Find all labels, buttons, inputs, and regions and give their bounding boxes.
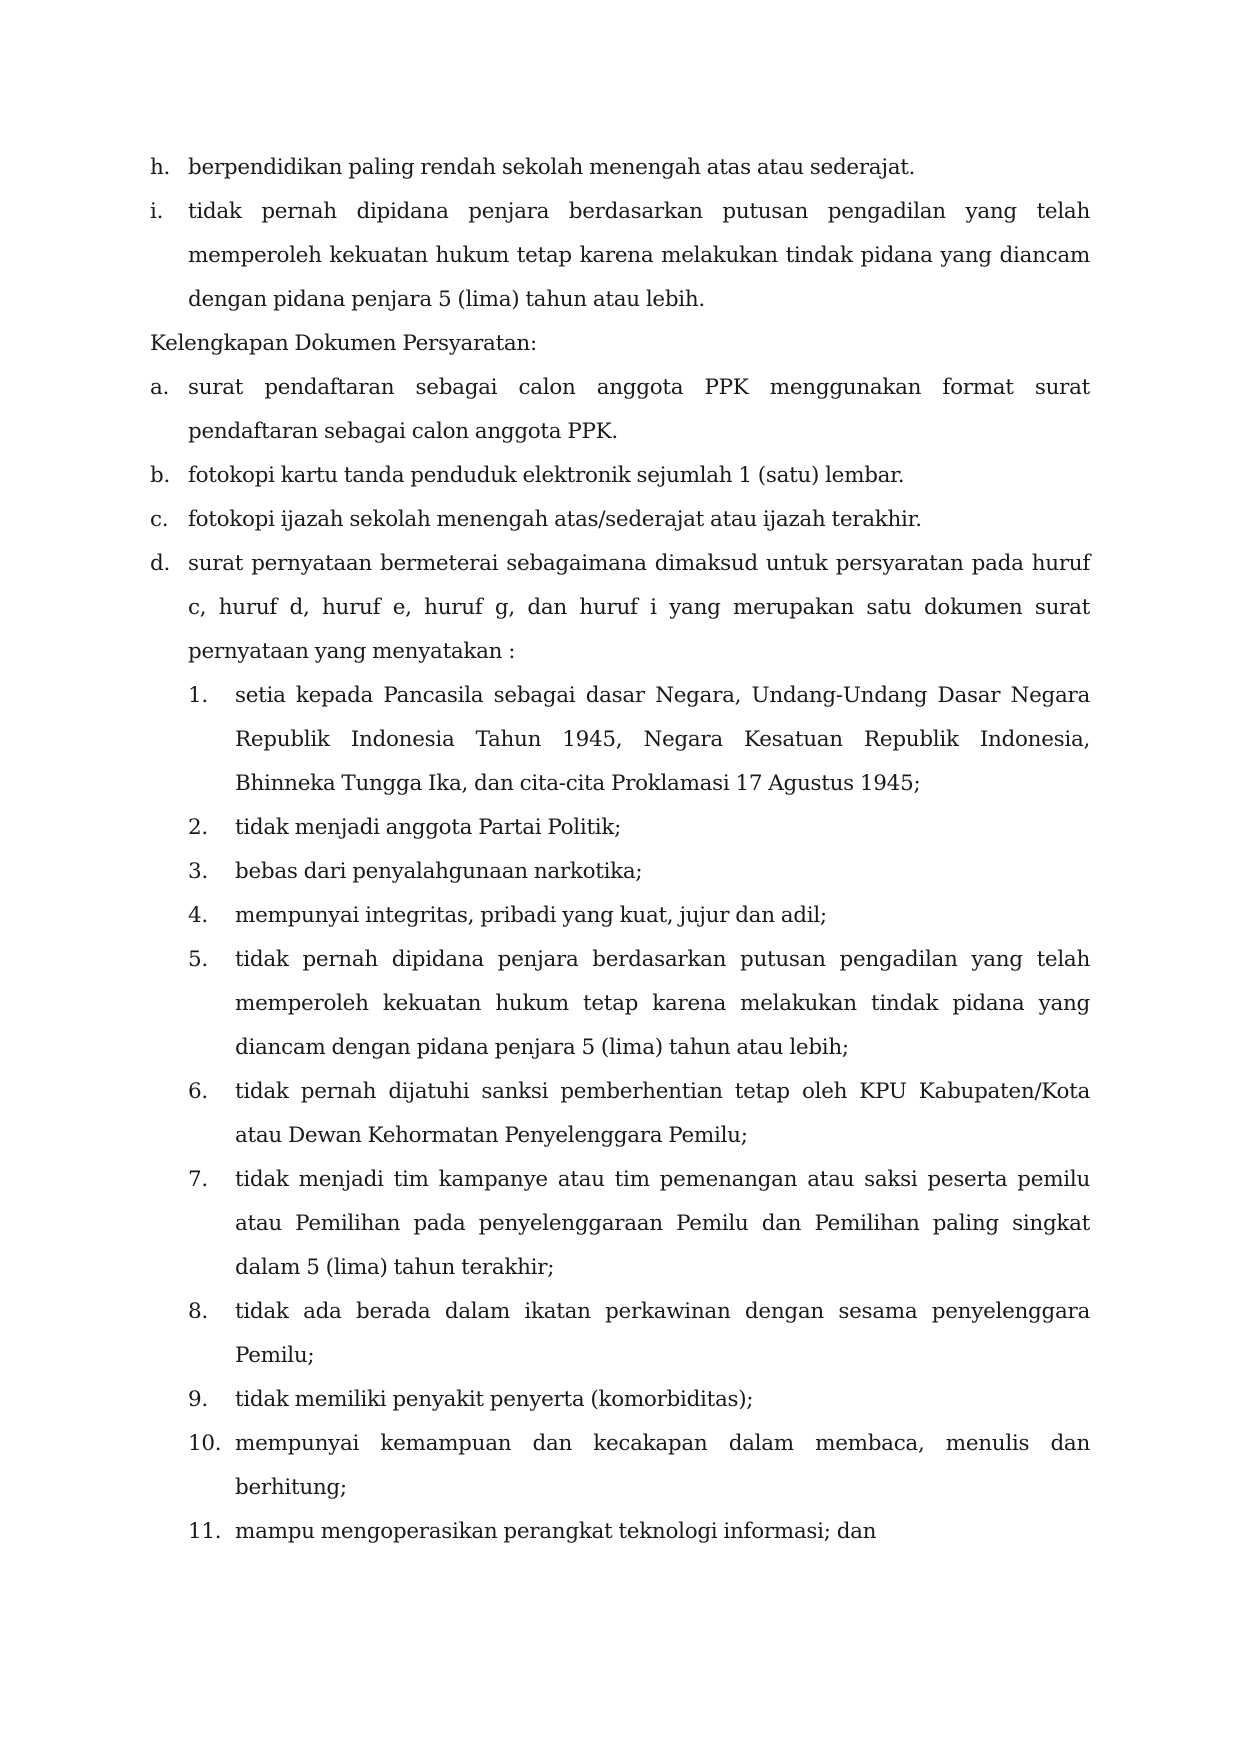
list-item xyxy=(188,938,1090,1070)
statement-list xyxy=(188,674,1090,1554)
item-marker: a. xyxy=(150,375,170,400)
item-text: surat pernyataan bermeterai sebagaimana dimaksud untuk persyaratan pada huruf c, huruf d, huruf e, huruf g, dan huruf i yang merupakan satu dokumen surat pernyataan yang menyatakan : xyxy=(188,551,1090,664)
item-text: tidak pernah dipidana penjara berdasarkan putusan pengadilan yang telah memperoleh kekuatan hukum tetap karena melakukan tindak pidana yang diancam dengan pidana penjara 5 (lima) tahun atau lebih; xyxy=(235,947,1090,1060)
item-text: fotokopi kartu tanda penduduk elektronik sejumlah 1 (satu) lembar. xyxy=(188,463,905,488)
list-item xyxy=(150,542,1090,674)
item-marker: i. xyxy=(150,199,164,224)
item-marker: 5. xyxy=(188,947,208,972)
list-item xyxy=(150,366,1090,454)
item-marker: 7. xyxy=(188,1167,208,1192)
item-marker: b. xyxy=(150,463,170,488)
item-marker: 9. xyxy=(188,1387,208,1412)
document-page xyxy=(150,146,1090,1554)
list-item xyxy=(188,1510,1090,1554)
item-marker: 1. xyxy=(188,683,208,708)
item-text: tidak menjadi anggota Partai Politik; xyxy=(235,815,622,840)
item-text: tidak pernah dijatuhi sanksi pemberhentian tetap oleh KPU Kabupaten/Kota atau Dewan Kehormatan Penyelenggara Pemilu; xyxy=(235,1079,1090,1148)
item-text: bebas dari penyalahgunaan narkotika; xyxy=(235,859,643,884)
list-item xyxy=(150,190,1090,322)
item-text: mempunyai integritas, pribadi yang kuat, jujur dan adil; xyxy=(235,903,827,928)
item-text: tidak ada berada dalam ikatan perkawinan dengan sesama penyelenggara Pemilu; xyxy=(235,1299,1090,1368)
section-heading: Kelengkapan Dokumen Persyaratan: xyxy=(150,331,537,356)
item-text: tidak memiliki penyakit penyerta (komorbiditas); xyxy=(235,1387,754,1412)
list-item xyxy=(188,1158,1090,1290)
item-marker: 3. xyxy=(188,859,208,884)
item-text: mempunyai kemampuan dan kecakapan dalam membaca, menulis dan berhitung; xyxy=(235,1431,1090,1500)
list-item xyxy=(150,498,1090,542)
item-marker: 6. xyxy=(188,1079,208,1104)
list-item xyxy=(188,806,1090,850)
document-requirements-list xyxy=(150,366,1090,674)
item-marker: 10. xyxy=(188,1431,222,1456)
item-marker: d. xyxy=(150,551,170,576)
item-text: fotokopi ijazah sekolah menengah atas/sederajat atau ijazah terakhir. xyxy=(188,507,922,532)
item-text: berpendidikan paling rendah sekolah menengah atas atau sederajat. xyxy=(188,155,916,180)
list-item xyxy=(188,1290,1090,1378)
list-item xyxy=(150,146,1090,190)
list-item xyxy=(188,850,1090,894)
item-text: tidak pernah dipidana penjara berdasarkan putusan pengadilan yang telah memperoleh kekuatan hukum tetap karena melakukan tindak pidana yang diancam dengan pidana penjara 5 (lima) tahun atau lebih. xyxy=(188,199,1090,312)
item-text: tidak menjadi tim kampanye atau tim pemenangan atau saksi peserta pemilu atau Pemilihan pada penyelenggaraan Pemilu dan Pemilihan paling singkat dalam 5 (lima) tahun terakhir; xyxy=(235,1167,1090,1280)
list-item xyxy=(188,1422,1090,1510)
item-marker: 4. xyxy=(188,903,208,928)
item-marker: c. xyxy=(150,507,169,532)
preceding-list xyxy=(150,146,1090,322)
list-item xyxy=(150,454,1090,498)
list-item xyxy=(188,1378,1090,1422)
item-text: surat pendaftaran sebagai calon anggota PPK menggunakan format surat pendaftaran sebagai calon anggota PPK. xyxy=(188,375,1090,444)
item-text: setia kepada Pancasila sebagai dasar Negara, Undang-Undang Dasar Negara Republik Indonesia Tahun 1945, Negara Kesatuan Republik Indonesia, Bhinneka Tungga Ika, dan cita-cita Proklamasi 17 Agustus 1945; xyxy=(235,683,1090,796)
item-marker: 2. xyxy=(188,815,208,840)
list-item xyxy=(188,674,1090,806)
list-item xyxy=(188,1070,1090,1158)
list-item xyxy=(188,894,1090,938)
item-marker: 8. xyxy=(188,1299,208,1324)
item-marker: 11. xyxy=(188,1519,222,1544)
item-marker: h. xyxy=(150,155,171,180)
item-text: mampu mengoperasikan perangkat teknologi informasi; dan xyxy=(235,1519,877,1544)
